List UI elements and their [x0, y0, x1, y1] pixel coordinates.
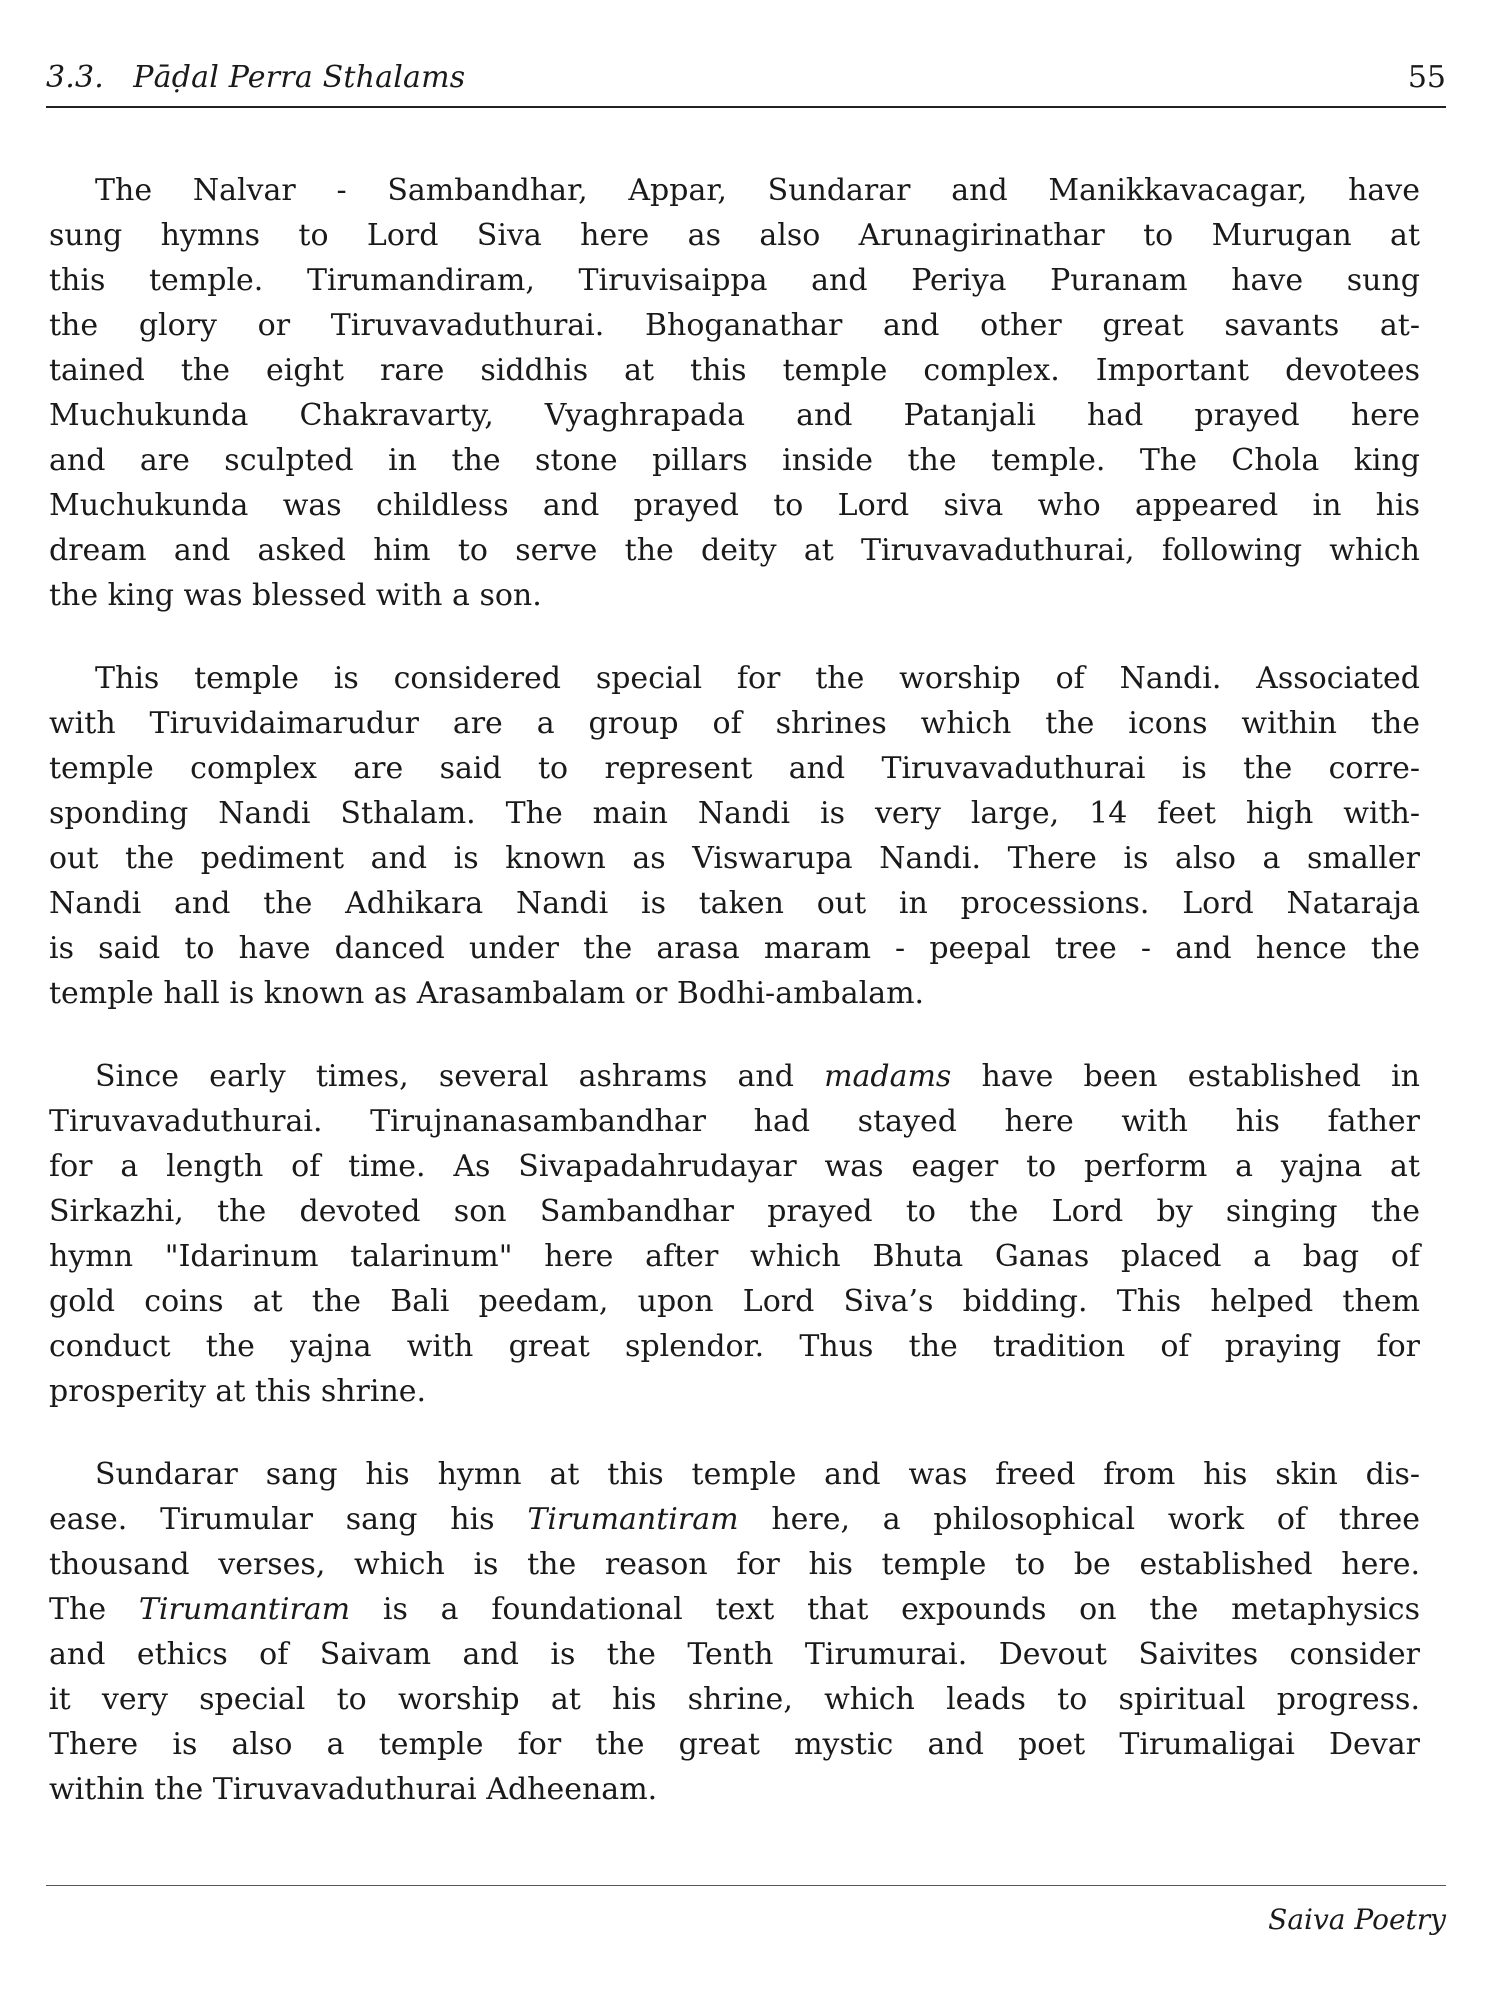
text-line: it very special to worship at his shrine, which leads to spiritual progress. [49, 1682, 1420, 1717]
paragraph-1 [49, 168, 1420, 618]
text-line: There is also a temple for the great mystic and poet Tirumaligai Devar [49, 1727, 1420, 1762]
text-line: This temple is considered special for the worship of Nandi. Associated [95, 661, 1420, 696]
running-footer: Saiva Poetry [1268, 1903, 1446, 1936]
text-line: out the pediment and is known as Viswarupa Nandi. There is also a smaller [49, 841, 1420, 876]
text-line: within the Tiruvavaduthurai Adheenam. [49, 1772, 658, 1807]
text-line: Since early times, several ashrams and madams have been established in [95, 1059, 1420, 1094]
paragraph-2 [49, 656, 1420, 1016]
text-line: this temple. Tirumandiram, Tiruvisaippa and Periya Puranam have sung [49, 263, 1420, 298]
section-name: Pāḍal Perra Sthalams [133, 60, 466, 95]
text-line: ease. Tirumular sang his Tirumantiram here, a philosophical work of three [49, 1502, 1420, 1537]
text-line: The Tirumantiram is a foundational text that expounds on the metaphysics [49, 1592, 1421, 1627]
text-line: Nandi and the Adhikara Nandi is taken out in processions. Lord Nataraja [49, 886, 1420, 921]
text-line: temple hall is known as Arasambalam or Bodhi-ambalam. [49, 976, 925, 1011]
text-line: is said to have danced under the arasa maram - peepal tree - and hence the [49, 931, 1420, 966]
italic-term: Tirumantiram [138, 1592, 351, 1627]
text-line: thousand verses, which is the reason for his temple to be established here. [49, 1547, 1420, 1582]
text-line: Sirkazhi, the devoted son Sambandhar prayed to the Lord by singing the [49, 1194, 1420, 1229]
text-line: temple complex are said to represent and Tiruvavaduthurai is the corre- [49, 751, 1420, 786]
text-line: and ethics of Saivam and is the Tenth Tirumurai. Devout Saivites consider [49, 1637, 1420, 1672]
text-line: hymn "Idarinum talarinum" here after which Bhuta Ganas placed a bag of [49, 1239, 1420, 1274]
text-line: The Nalvar - Sambandhar, Appar, Sundarar and Manikkavacagar, have [95, 173, 1420, 208]
text-line: with Tiruvidaimarudur are a group of shrines which the icons within the [49, 706, 1420, 741]
header-rule [46, 106, 1446, 108]
page-number: 55 [1407, 60, 1446, 95]
footer-rule [46, 1885, 1446, 1886]
text-line: sung hymns to Lord Siva here as also Arunagirinathar to Murugan at [49, 218, 1420, 253]
text-line: Muchukunda was childless and prayed to Lord siva who appeared in his [49, 488, 1420, 523]
text-line: sponding Nandi Sthalam. The main Nandi is very large, 14 feet high with- [49, 796, 1420, 831]
text-line: dream and asked him to serve the deity at Tiruvavaduthurai, following which [49, 533, 1420, 568]
paragraph-4 [49, 1452, 1420, 1812]
text-line: tained the eight rare siddhis at this temple complex. Important devotees [49, 353, 1420, 388]
text-line: Tiruvavaduthurai. Tirujnanasambandhar had stayed here with his father [49, 1104, 1420, 1139]
body-text [49, 168, 1420, 1850]
italic-term: Tirumantiram [527, 1502, 739, 1537]
text-line: Sundarar sang his hymn at this temple and was freed from his skin dis- [95, 1457, 1420, 1492]
section-number: 3.3. [46, 60, 105, 95]
text-line: Muchukunda Chakravarty, Vyaghrapada and Patanjali had prayed here [49, 398, 1420, 433]
text-line: and are sculpted in the stone pillars inside the temple. The Chola king [49, 443, 1420, 478]
running-header [46, 60, 1446, 104]
paragraph-3 [49, 1054, 1420, 1414]
section-title [46, 60, 465, 95]
text-line: conduct the yajna with great splendor. Thus the tradition of praying for [49, 1329, 1420, 1364]
text-line: gold coins at the Bali peedam, upon Lord Siva’s bidding. This helped them [49, 1284, 1420, 1319]
text-line: the glory or Tiruvavaduthurai. Bhoganathar and other great savants at- [49, 308, 1420, 343]
text-line: prosperity at this shrine. [49, 1374, 427, 1409]
text-line: the king was blessed with a son. [49, 578, 542, 613]
italic-term: madams [824, 1059, 952, 1094]
text-line: for a length of time. As Sivapadahrudayar was eager to perform a yajna at [49, 1149, 1420, 1184]
